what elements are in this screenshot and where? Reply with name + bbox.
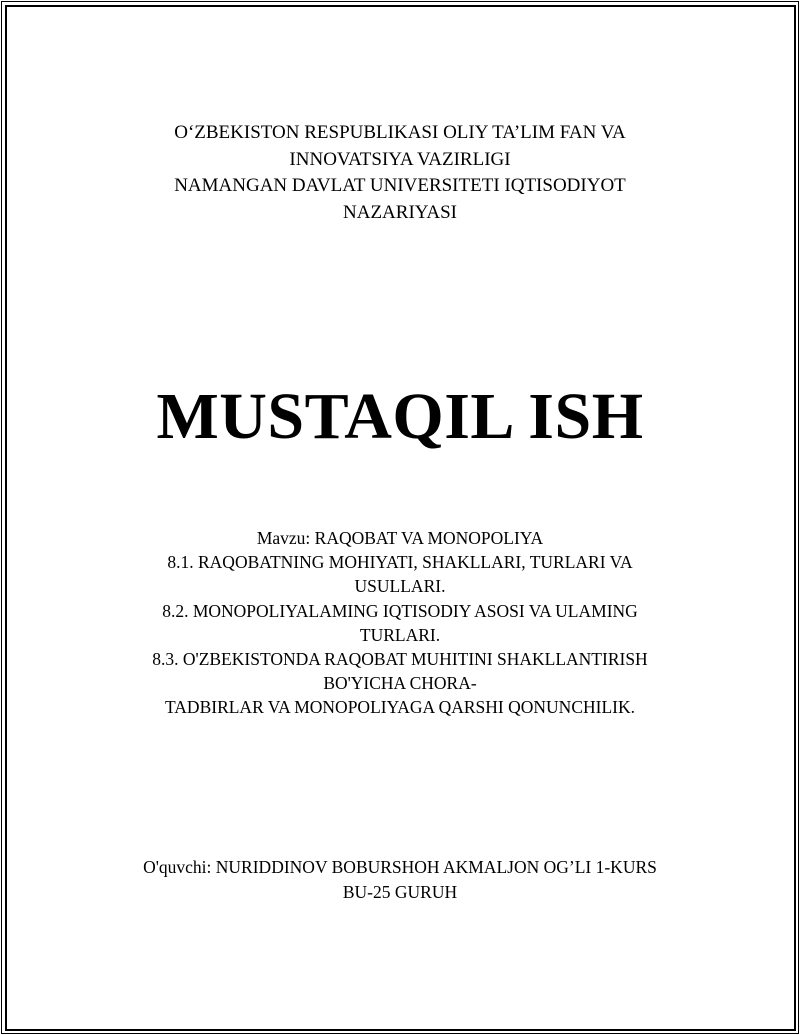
topic-line: Mavzu: RAQOBAT VA MONOPOLIYA [256,528,544,548]
document-title [0,377,800,457]
title-text: MUSTAQIL ISH [156,380,644,453]
topic-line: 8.3. O'ZBEKISTONDA RAQOBAT MUHITINI SHAKLLANTIRISH [152,649,648,670]
topic-line: 8.2. MONOPOLIYALAMING IQTISODIY ASOSI VA ULAMING [162,600,638,621]
student-info [0,855,800,905]
topic-line: USULLARI. [354,576,446,597]
topic-line: TURLARI. [359,624,441,645]
topic-section [0,526,800,720]
student-line: BU-25 GURUH [342,882,458,902]
header-line: NAZARIYASI [343,201,457,223]
topic-line: 8.1. RAQOBATNING MOHIYATI, SHAKLLARI, TURLARI VA [167,552,633,573]
student-line: O'quvchi: NURIDDINOV BOBURSHOH AKMALJON OG’LI 1-KURS [143,857,657,877]
topic-line: BO'YICHA CHORA- [323,673,477,694]
header-line: INNOVATSIYA VAZIRLIGI [289,148,511,170]
topic-line: TADBIRLAR VA MONOPOLIYAGA QARSHI QONUNCHILIK. [165,697,635,718]
ministry-header [0,120,800,226]
header-line: O‘ZBEKISTON RESPUBLIKASI OLIY TA’LIM FAN VA [174,122,626,143]
header-line: NAMANGAN DAVLAT UNIVERSITETI IQTISODIYOT [174,175,626,196]
